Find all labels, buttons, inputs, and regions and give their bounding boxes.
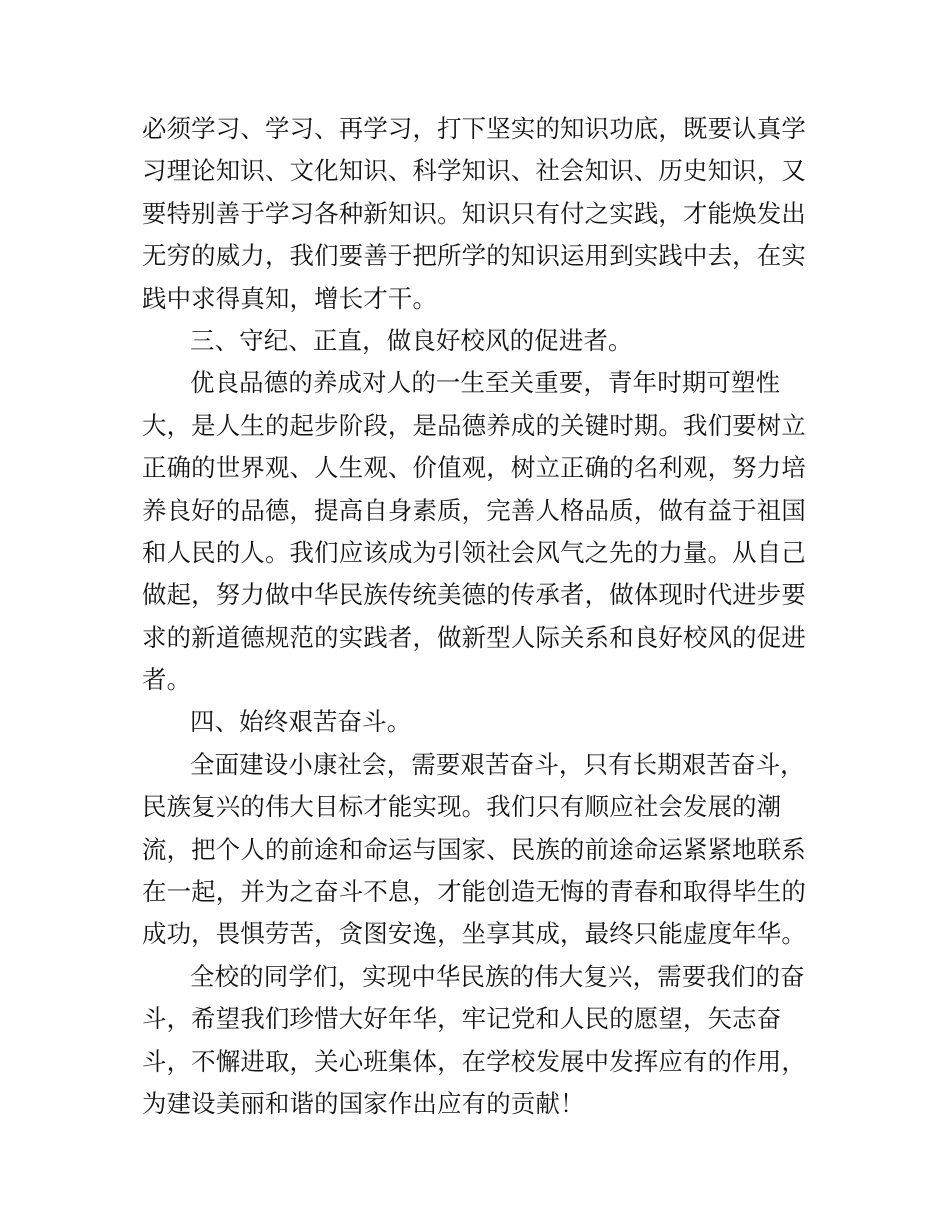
text-line: 为建设美丽和谐的国家作出应有的贡献！ [142, 1088, 585, 1118]
text-line: 求的新道德规范的实践者，做新型人际关系和良好校风的促进 [142, 622, 806, 652]
text-line: 和人民的人。我们应该成为引领社会风气之先的力量。从自己 [142, 537, 806, 567]
text-line: 习理论知识、文化知识、科学知识、社会知识、历史知识，又 [142, 156, 806, 186]
text-line: 无穷的威力，我们要善于把所学的知识运用到实践中去，在实 [142, 241, 806, 271]
section-heading: 三、守纪、正直，做良好校风的促进者。 [190, 325, 633, 355]
text-line: 必须学习、学习、再学习，打下坚实的知识功底，既要认真学 [142, 114, 806, 143]
text-line: 流，把个人的前途和命运与国家、民族的前途命运紧紧地联系 [142, 834, 806, 864]
text-line: 全面建设小康社会，需要艰苦奋斗，只有长期艰苦奋斗， [190, 749, 805, 779]
document-body [142, 108, 812, 1125]
text-line: 践中求得真知，增长才干。 [142, 283, 438, 313]
text-line: 在一起，并为之奋斗不息，才能创造无悔的青春和取得毕生的 [142, 877, 806, 907]
section-heading: 四、始终艰苦奋斗。 [190, 707, 412, 737]
text-line: 者。 [142, 665, 192, 695]
text-line: 大，是人生的起步阶段，是品德养成的关键时期。我们要树立 [142, 410, 806, 440]
text-line: 要特别善于学习各种新知识。知识只有付之实践，才能焕发出 [142, 198, 806, 228]
text-line: 优良品德的养成对人的一生至关重要，青年时期可塑性 [190, 368, 781, 398]
text-line: 斗，不懈进取，关心班集体，在学校发展中发挥应有的作用， [142, 1046, 806, 1076]
text-line: 做起，努力做中华民族传统美德的传承者，做体现时代进步要 [142, 580, 806, 610]
text-line: 民族复兴的伟大目标才能实现。我们只有顺应社会发展的潮 [142, 792, 782, 822]
text-line: 全校的同学们，实现中华民族的伟大复兴，需要我们的奋 [190, 961, 805, 991]
text-line: 养良好的品德，提高自身素质，完善人格品质，做有益于祖国 [142, 495, 806, 525]
text-line: 斗，希望我们珍惜大好年华，牢记党和人民的愿望，矢志奋 [142, 1004, 782, 1034]
text-line: 正确的世界观、人生观、价值观，树立正确的名利观，努力培 [142, 453, 806, 483]
text-line: 成功，畏惧劳苦，贪图安逸，坐享其成，最终只能虚度年华。 [142, 919, 806, 949]
